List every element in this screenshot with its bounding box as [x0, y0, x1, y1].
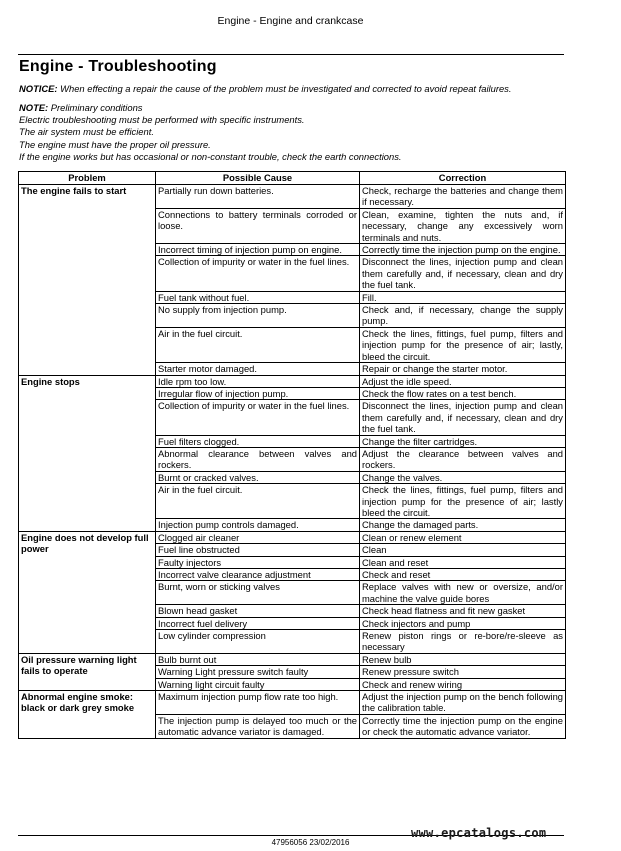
cause-cell: Maximum injection pump flow rate too high.: [156, 691, 360, 715]
cause-cell: Collection of impurity or water in the fuel lines.: [156, 256, 360, 291]
correction-cell: Disconnect the lines, injection pump and clean them carefully and, if necessary, clean and dry the fuel tank.: [360, 256, 566, 291]
correction-cell: Clean, examine, tighten the nuts and, if necessary, change any excessively worn terminals and nuts.: [360, 208, 566, 243]
correction-cell: Clean or renew element: [360, 531, 566, 543]
cause-cell: Idle rpm too low.: [156, 375, 360, 387]
section-title: Engine - Troubleshooting: [19, 58, 217, 75]
notice-text: When effecting a repair the cause of the problem must be investigated and corrected to avoid repeat failures.: [57, 83, 512, 94]
note-line: Electric troubleshooting must be performed with specific instruments.: [19, 114, 305, 126]
cause-cell: Starter motor damaged.: [156, 363, 360, 375]
notice: [19, 83, 567, 94]
correction-cell: Disconnect the lines, injection pump and clean them carefully and, if necessary, clean and dry the fuel tank.: [360, 400, 566, 435]
cause-cell: Injection pump controls damaged.: [156, 519, 360, 531]
correction-cell: Clean: [360, 544, 566, 556]
cause-cell: Warning Light pressure switch faulty: [156, 666, 360, 678]
cause-cell: Bulb burnt out: [156, 653, 360, 665]
table-row: [19, 375, 566, 387]
column-header-cause: Possible Cause: [156, 172, 360, 185]
cause-cell: Burnt or cracked valves.: [156, 471, 360, 483]
cause-cell: Irregular flow of injection pump.: [156, 387, 360, 399]
correction-cell: Renew piston rings or re-bore/re-sleeve as necessary: [360, 630, 566, 654]
header-rule: [18, 54, 564, 55]
cause-cell: No supply from injection pump.: [156, 304, 360, 328]
cause-cell: Fuel tank without fuel.: [156, 291, 360, 303]
cause-cell: Abnormal clearance between valves and rockers.: [156, 447, 360, 471]
correction-cell: Change the damaged parts.: [360, 519, 566, 531]
correction-cell: Check and reset: [360, 569, 566, 581]
problem-cell: Engine does not develop full power: [19, 531, 156, 653]
correction-cell: Adjust the injection pump on the bench following the calibration table.: [360, 691, 566, 715]
cause-cell: Clogged air cleaner: [156, 531, 360, 543]
cause-cell: Connections to battery terminals corroded or loose.: [156, 208, 360, 243]
correction-cell: Repair or change the starter motor.: [360, 363, 566, 375]
cause-cell: Collection of impurity or water in the fuel lines.: [156, 400, 360, 435]
preliminary-conditions: [19, 102, 567, 163]
cause-cell: Warning light circuit faulty: [156, 678, 360, 690]
correction-cell: Check the lines, fittings, fuel pump, filters and injection pump for the presence of air; lastly bleed the circuit.: [360, 484, 566, 519]
correction-cell: Adjust the clearance between valves and rockers.: [360, 447, 566, 471]
correction-cell: Check, recharge the batteries and change them if necessary.: [360, 185, 566, 209]
cause-cell: Burnt, worn or sticking valves: [156, 581, 360, 605]
table-header-row: [19, 172, 566, 185]
cause-cell: Partially run down batteries.: [156, 185, 360, 209]
correction-cell: Clean and reset: [360, 556, 566, 568]
cause-cell: Fuel line obstructed: [156, 544, 360, 556]
correction-cell: Change the valves.: [360, 471, 566, 483]
cause-cell: Blown head gasket: [156, 605, 360, 617]
table-row: [19, 185, 566, 209]
correction-cell: Check and, if necessary, change the supply pump.: [360, 304, 566, 328]
note-text: Preliminary conditions: [48, 102, 143, 113]
note-label: NOTE:: [19, 102, 49, 113]
problem-cell: Engine stops: [19, 375, 156, 531]
column-header-problem: Problem: [19, 172, 156, 185]
cause-cell: Incorrect timing of injection pump on engine.: [156, 244, 360, 256]
correction-cell: Correctly time the injection pump on the engine.: [360, 244, 566, 256]
troubleshooting-table: [18, 171, 566, 739]
cause-cell: Incorrect fuel delivery: [156, 617, 360, 629]
table-row: [19, 531, 566, 543]
correction-cell: Fill.: [360, 291, 566, 303]
problem-cell: Abnormal engine smoke: black or dark grey smoke: [19, 691, 156, 739]
correction-cell: Check and renew wiring: [360, 678, 566, 690]
note-line: The engine must have the proper oil pressure.: [19, 138, 211, 150]
cause-cell: Faulty injectors: [156, 556, 360, 568]
problem-cell: The engine fails to start: [19, 185, 156, 376]
correction-cell: Check the flow rates on a test bench.: [360, 387, 566, 399]
cause-cell: Low cylinder compression: [156, 630, 360, 654]
note-line: If the engine works but has occasional or non-constant trouble, check the earth connections.: [19, 150, 402, 162]
table-body: [19, 185, 566, 739]
page-footer: 47956056 23/02/2016: [271, 838, 350, 847]
correction-cell: Check the lines, fittings, fuel pump, filters and injection pump for the presence of air; lastly, bleed the circuit.: [360, 327, 566, 362]
watermark: www.epcatalogs.com: [411, 826, 547, 840]
cause-cell: Air in the fuel circuit.: [156, 327, 360, 362]
correction-cell: Renew bulb: [360, 653, 566, 665]
correction-cell: Change the filter cartridges.: [360, 435, 566, 447]
correction-cell: Correctly time the injection pump on the engine or check the automatic advance variator.: [360, 714, 566, 738]
table-row: [19, 653, 566, 665]
correction-cell: Check head flatness and fit new gasket: [360, 605, 566, 617]
cause-cell: Fuel filters clogged.: [156, 435, 360, 447]
correction-cell: Renew pressure switch: [360, 666, 566, 678]
correction-cell: Check injectors and pump: [360, 617, 566, 629]
column-header-correction: Correction: [360, 172, 566, 185]
cause-cell: The injection pump is delayed too much or the automatic advance variator is damaged.: [156, 714, 360, 738]
table-row: [19, 691, 566, 715]
problem-cell: Oil pressure warning light fails to operate: [19, 653, 156, 690]
correction-cell: Adjust the idle speed.: [360, 375, 566, 387]
correction-cell: Replace valves with new or oversize, and/or machine the valve guide bores: [360, 581, 566, 605]
cause-cell: Incorrect valve clearance adjustment: [156, 569, 360, 581]
page-header: Engine - Engine and crankcase: [217, 15, 364, 27]
cause-cell: Air in the fuel circuit.: [156, 484, 360, 519]
notice-label: NOTICE:: [19, 83, 58, 94]
note-line: The air system must be efficient.: [19, 126, 154, 138]
